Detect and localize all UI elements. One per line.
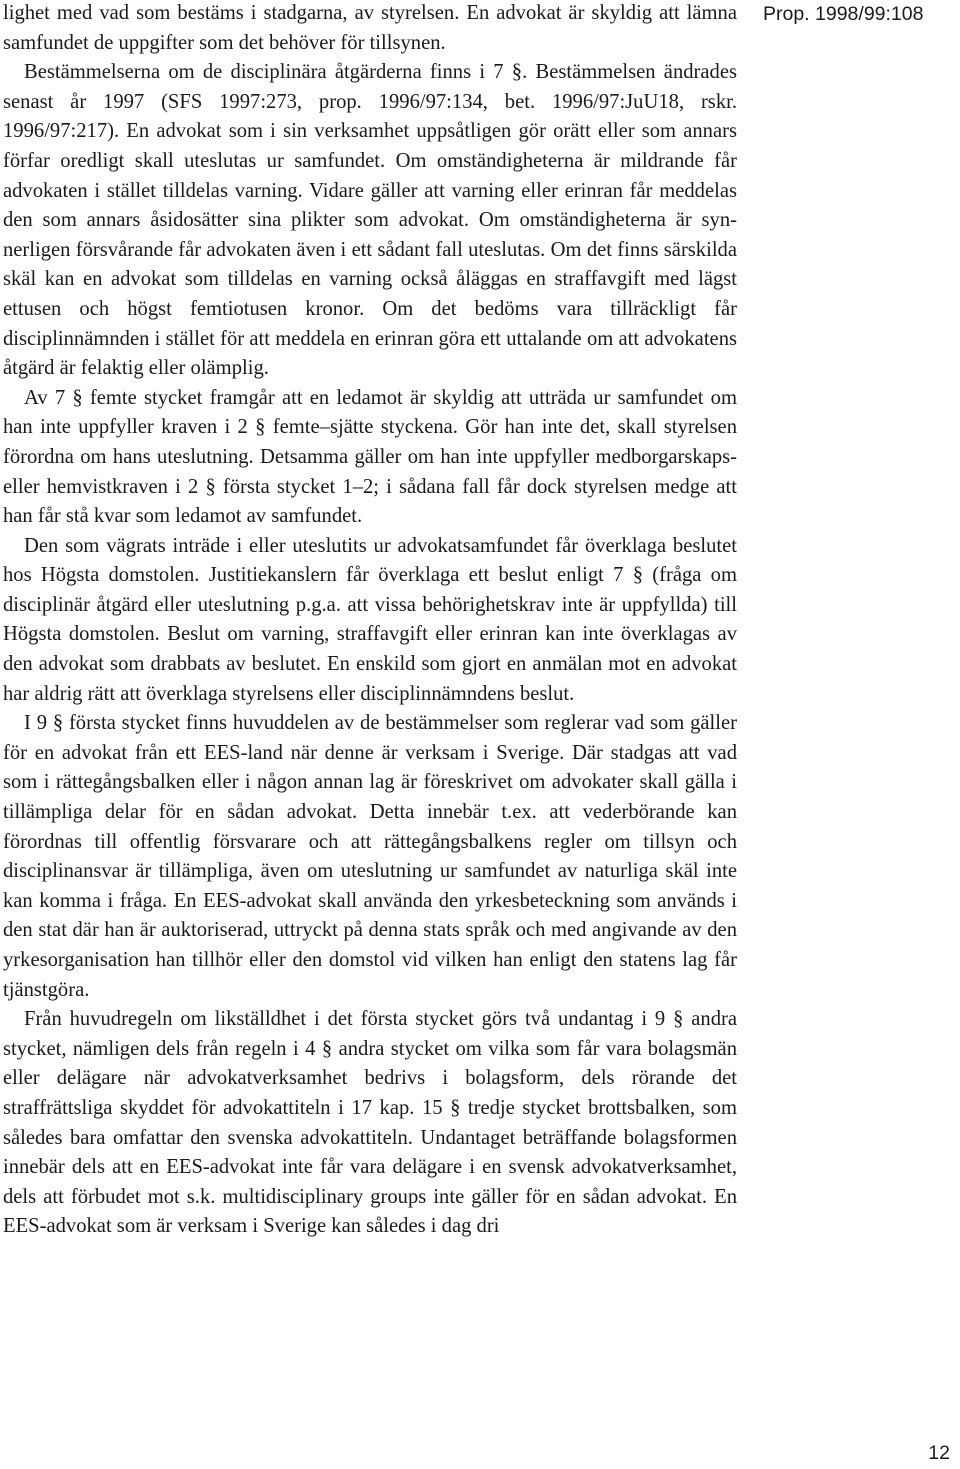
paragraph-disciplinary-measures: Bestämmelserna om de disciplinära åtgärderna finns i 7 §. Bestämmelsen ändrades senast år 1997 (SFS 1997:273, prop. 1996/97:134, bet. 1996/97:JuU18, rskr. 1996/97:217). En advokat som i sin verksamhet uppsåtligen gör orätt eller som annars förfar oredligt skall uteslutas ur samfundet. Om omständigheterna är mildrande får advokaten i stället tilldelas varning. Vidare gäller att varning eller erinran får meddelas den som annars åsidosätter sina plikter som advokat. Om omständigheterna är synnerligen försvårande får advokaten även i ett sådant fall uteslutas. Om det finns särskilda skäl kan en advokat som tilldelas en varning också åläggas en straffavgift med lägst ettusen och högst femtiotusen kronor. Om det bedöms vara tillräckligt får disciplinnämnden i stället för att meddela en erinran göra ett uttalande om att advokatens åtgärd är felaktig eller olämplig. [3, 61, 737, 380]
paragraph-continuation: lighet med vad som bestäms i stadgarna, av styrelsen. En advokat är skyldig att lämna samfundet de uppgifter som det behöver för tillsynen. [3, 2, 737, 54]
page-number: 12 [928, 1442, 950, 1464]
paragraph-exceptions: Från huvudregeln om likställdhet i det första stycket görs två undantag i 9 § andra stycket, nämligen dels från regeln i 4 § andra stycket om vilka som får vara bolagsmän eller delägare när advokatverksamhet bedrivs i bolagsform, dels rörande det straffrättsliga skyddet för advokattiteln i 17 kap. 15 § tredje stycket brottsbalken, som således bara omfattar den svenska advokattiteln. Undantaget beträffande bolagsformen innebär dels att en EES-advokat inte får vara delägare i en svensk advokatverksamhet, dels att förbudet mot s.k. multidisciplinary groups inte gäller för en sådan advokat. En EES-advokat som är verksam i Sverige kan således i dag dri [3, 1008, 737, 1238]
body-text [3, 0, 737, 1242]
paragraph-appeals: Den som vägrats inträde i eller uteslutits ur advokatsamfundet får överklaga beslutet hos Högsta domstolen. Justitiekanslern får överklaga ett beslut enligt 7 § (fråga om disciplinär åtgärd eller uteslutning p.g.a. att vissa behörighetskrav inte är uppfyllda) till Högsta domstolen. Beslut om varning, straffavgift eller erinran kan inte överklagas av den advokat som drabbats av beslutet. En enskild som gjort en anmälan mot en advokat har aldrig rätt att överklaga styrelsens eller disciplinnämndens beslut. [3, 534, 737, 705]
paragraph-member-resignation: Av 7 § femte stycket framgår att en ledamot är skyldig att utträda ur samfundet om han inte uppfyller kraven i 2 § femte–sjätte styckena. Gör han inte det, skall styrelsen förordna om hans uteslutning. Detsamma gäller om han inte uppfyller medborgarskaps- eller hemvistkraven i 2 § första stycket 1–2; i sådana fall får dock styrelsen medge att han får stå kvar som ledamot av samfundet. [3, 386, 737, 528]
paragraph-ees-advocates: I 9 § första stycket finns huvuddelen av de bestämmelser som reglerar vad som gäller för en advokat från ett EES-land när denne är verksam i Sverige. Där stadgas att vad som i rättegångsbalken eller i någon annan lag är föreskrivet om advokater skall gälla i tillämpliga delar för en sådan advokat. Detta innebär t.ex. att vederbörande kan förordnas till offentlig försvarare och att rättegångsbalkens regler om tillsyn och disciplinansvar är tillämpliga, även om uteslutning ur samfundet av naturliga skäl inte kan komma i fråga. En EES-advokat skall använda den yrkesbeteckning som används i den stat där han är auktoriserad, uttryckt på denna stats språk och med angivande av den yrkesorganisation han tillhör eller den domstol vid vilken han enligt den statens lag får tjänstgöra. [3, 712, 737, 1001]
running-head: Prop. 1998/99:108 [763, 3, 924, 25]
